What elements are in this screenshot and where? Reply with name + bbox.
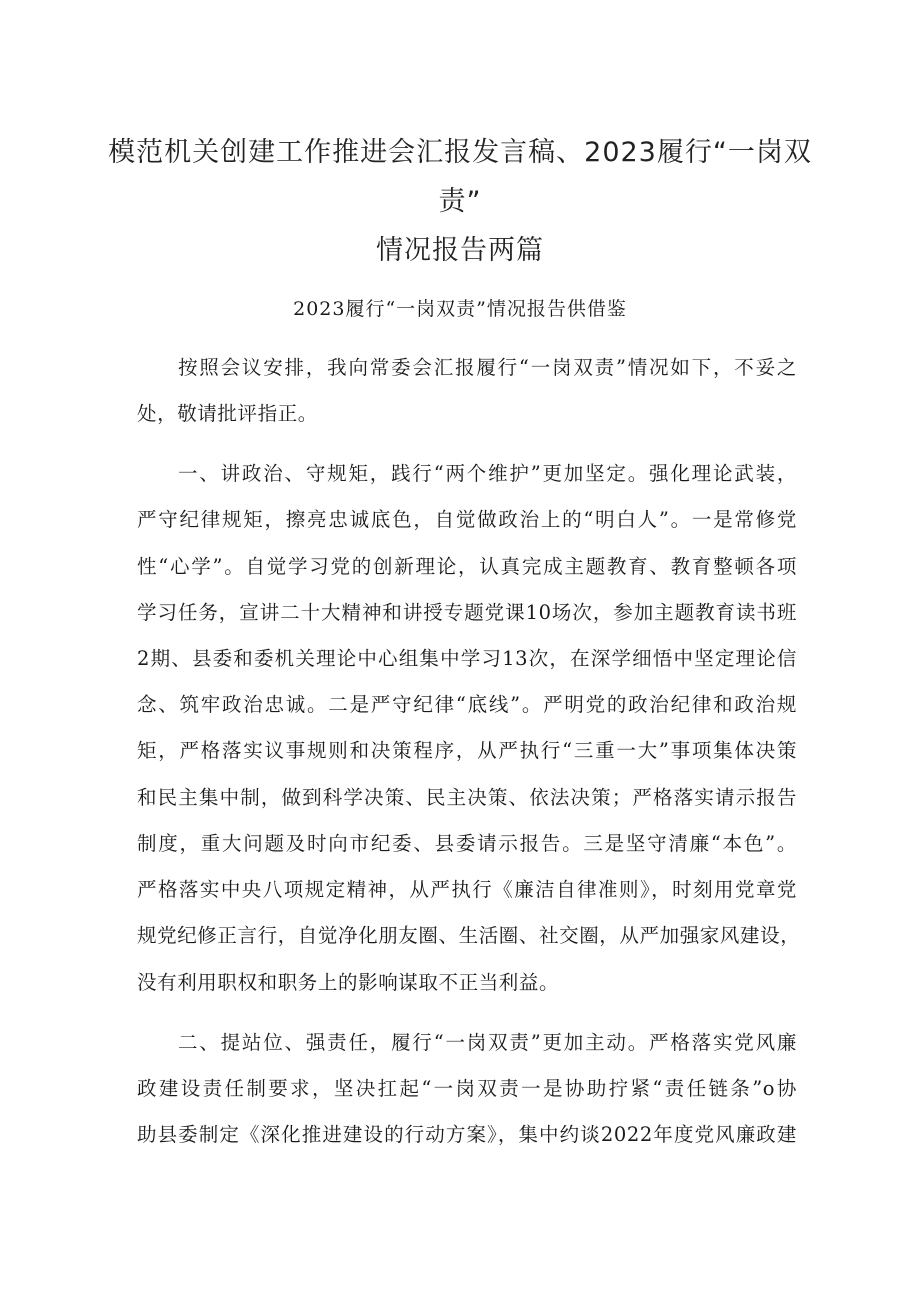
paragraph-2-line-12: 没有利用职权和职务上的影响谋取不正当利益。	[137, 971, 560, 994]
paragraph-3-line-2: 政建设责任制要求，坚决扛起“一岗双责一是协助拧紧“责任链条”o协	[137, 1077, 797, 1100]
paragraph-1-line-1: 按照会议安排，我向常委会汇报履行“一岗双责”情况如下，不妥之	[178, 356, 797, 379]
paragraph-2-line-5: 2期、县委和委机关理论中心组集中学习13次，在深学细悟中坚定理论信	[137, 647, 797, 670]
paragraph-2-line-8: 和民主集中制，做到科学决策、民主决策、依法决策；严格落实请示报告	[137, 786, 797, 809]
paragraph-2-line-3: 性“心学”。自觉学习党的创新理论，认真完成主题教育、教育整顿各项	[137, 555, 797, 578]
paragraph-2-line-1: 一、讲政治、守规矩，践行“两个维护”更加坚定。强化理论武装，	[178, 462, 797, 485]
document-title-line-1: 模范机关创建工作推进会汇报发言稿、2023履行“一岗双	[108, 137, 812, 168]
paragraph-1-line-2: 处，敬请批评指正。	[137, 402, 318, 425]
paragraph-3-line-1: 二、提站位、强责任，履行“一岗双责”更加主动。严格落实党风廉	[178, 1031, 797, 1054]
document-title-line-2: 责”	[438, 186, 482, 217]
paragraph-2-line-9: 制度，重大问题及时向市纪委、县委请示报告。三是坚守清廉“本色”。	[137, 832, 797, 855]
paragraph-2-line-2: 严守纪律规矩，擦亮忠诚底色，自觉做政治上的“明白人”。一是常修党	[137, 508, 797, 531]
document-subtitle: 2023履行“一岗双责”情况报告供借鉴	[293, 298, 627, 320]
paragraph-2-line-6: 念、筑牢政治忠诚。二是严守纪律“底线”。严明党的政治纪律和政治规	[137, 693, 797, 716]
paragraph-2-line-10: 严格落实中央八项规定精神，从严执行《廉洁自律准则》，时刻用党章党	[137, 878, 797, 901]
paragraph-2-line-4: 学习任务，宣讲二十大精神和讲授专题党课10场次，参加主题教育读书班	[137, 601, 797, 624]
paragraph-3-line-3: 助县委制定《深化推进建设的行动方案》，集中约谈2022年度党风廉政建	[137, 1123, 797, 1146]
document-title-line-3: 情况报告两篇	[376, 235, 544, 266]
paragraph-2-line-11: 规党纪修正言行，自觉净化朋友圈、生活圈、社交圈，从严加强家风建设，	[137, 924, 801, 947]
paragraph-2-line-7: 矩，严格落实议事规则和决策程序，从严执行“三重一大”事项集体决策	[137, 739, 797, 762]
